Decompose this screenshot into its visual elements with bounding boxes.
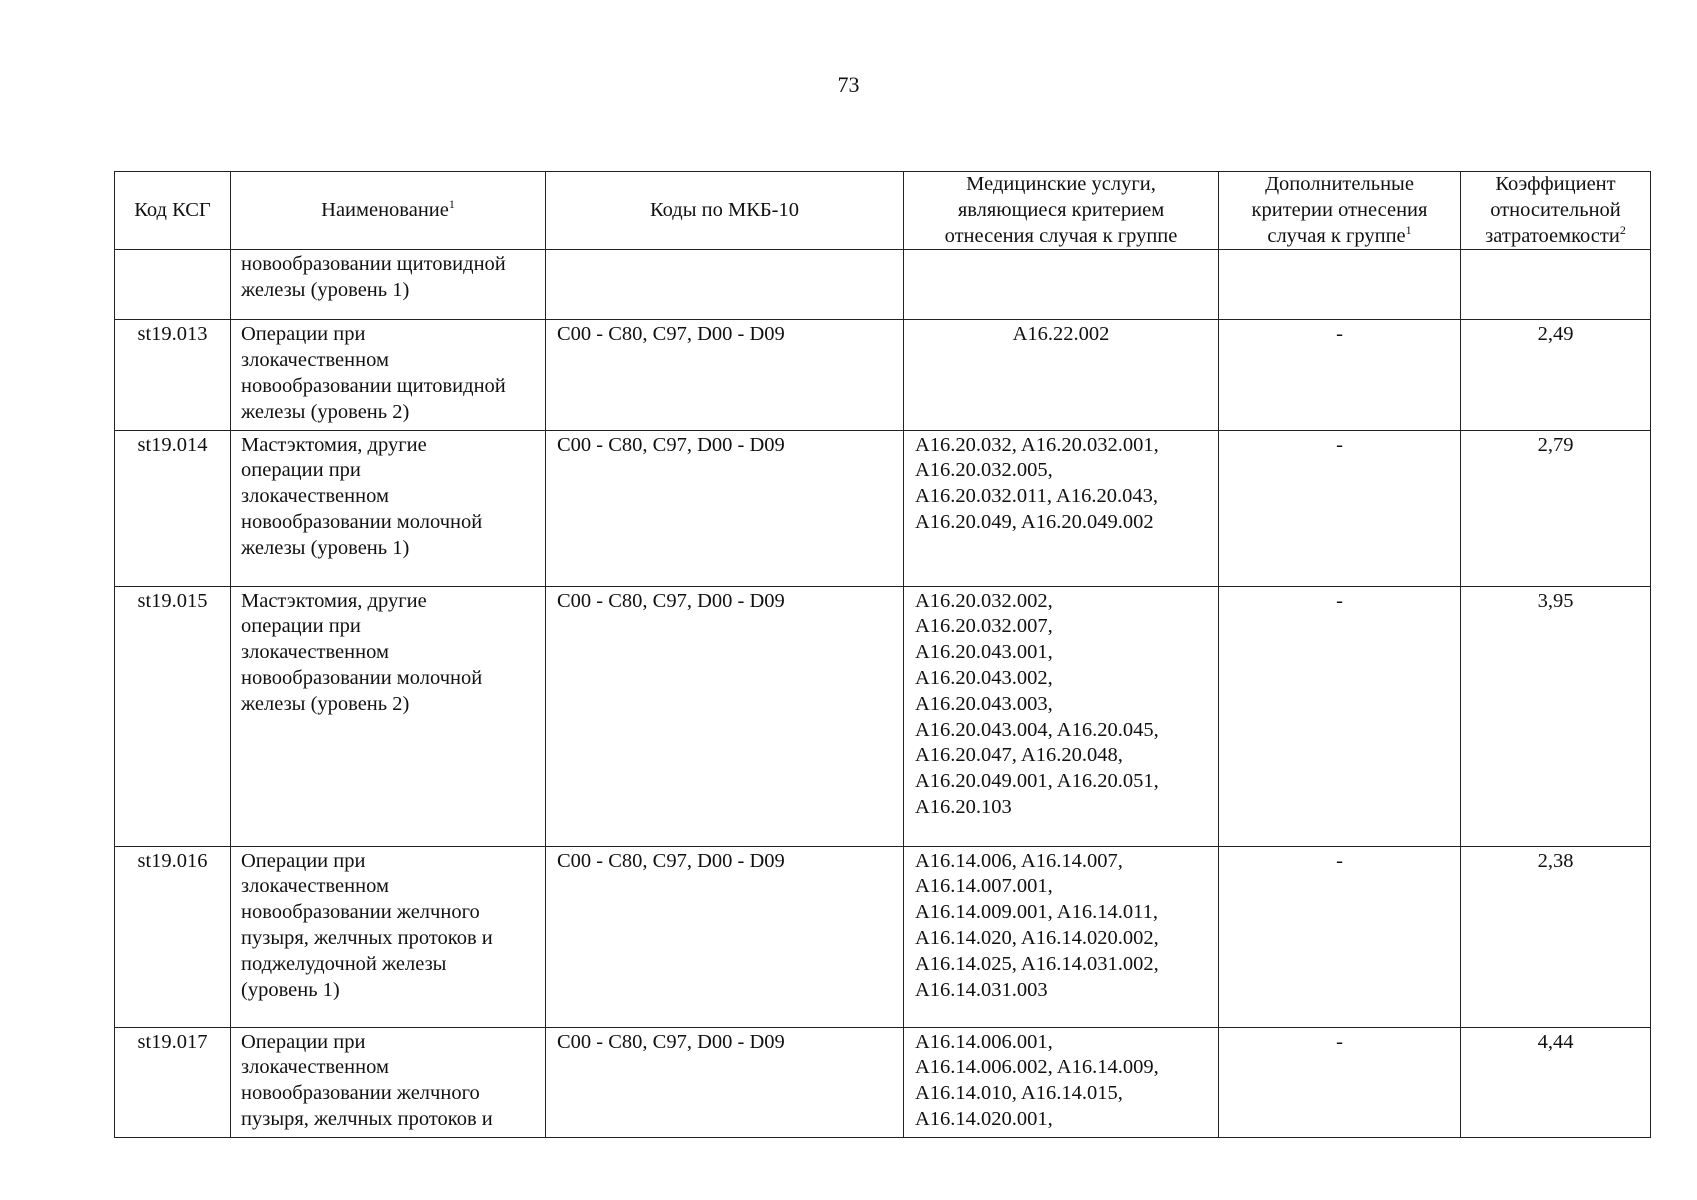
coefficient-cell: 4,44 [1461,1027,1651,1137]
ksg-code-cell: st19.014 [115,430,231,586]
mkb-codes-cell: C00 - C80, C97, D00 - D09 [546,846,904,1027]
header-coefficient: Коэффициент относительной затратоемкости$^2$ [1461,172,1651,250]
table-row [115,1027,1651,1137]
mkb-codes-cell: C00 - C80, C97, D00 - D09 [546,586,904,846]
coefficient-cell [1461,250,1651,320]
extra-criteria-cell: - [1219,1027,1461,1137]
ksg-code-cell: st19.013 [115,320,231,430]
ksg-code-cell: st19.015 [115,586,231,846]
coefficient-cell: 2,49 [1461,320,1651,430]
coefficient-cell: 2,38 [1461,846,1651,1027]
extra-criteria-cell: - [1219,320,1461,430]
header-extra-criteria: Дополнительные критерии отнесения случая к группе$^1$ [1219,172,1461,250]
medical-services-cell: A16.22.002 [904,320,1219,430]
ksg-code-cell [115,250,231,320]
ksg-code-cell: st19.016 [115,846,231,1027]
table-body [115,250,1651,1137]
name-cell: Мастэктомия, другие операции при злокачественном новообразовании молочной железы (уровень 2) [231,586,546,846]
name-cell: новообразовании щитовидной железы (уровень 1) [231,250,546,320]
table-row [115,430,1651,586]
table-row [115,320,1651,430]
mkb-codes-cell: C00 - C80, C97, D00 - D09 [546,430,904,586]
medical-services-cell: A16.14.006.001, A16.14.006.002, A16.14.009, A16.14.010, A16.14.015, A16.14.020.001, [904,1027,1219,1137]
header-mkb: Коды по МКБ-10 [546,172,904,250]
header-row [115,172,1651,250]
medical-services-cell: A16.20.032, A16.20.032.001, A16.20.032.005, A16.20.032.011, A16.20.043, A16.20.049, A16.20.049.002 [904,430,1219,586]
mkb-codes-cell: C00 - C80, C97, D00 - D09 [546,1027,904,1137]
ksg-code-cell: st19.017 [115,1027,231,1137]
extra-criteria-cell: - [1219,586,1461,846]
table-row [115,250,1651,320]
page-number: 73 [837,72,860,97]
medical-services-cell: A16.20.032.002, A16.20.032.007, A16.20.043.001, A16.20.043.002, A16.20.043.003, A16.20.043.004, A16.20.045, A16.20.047, A16.20.048, A16.20.049.001, A16.20.051, A16.20.103 [904,586,1219,846]
extra-criteria-cell [1219,250,1461,320]
table-header [115,172,1651,250]
name-cell: Мастэктомия, другие операции при злокачественном новообразовании молочной железы (уровень 1) [231,430,546,586]
coefficient-cell: 2,79 [1461,430,1651,586]
name-cell: Операции при злокачественном новообразовании желчного пузыря, желчных протоков и [231,1027,546,1137]
extra-criteria-cell: - [1219,430,1461,586]
extra-criteria-cell: - [1219,846,1461,1027]
coefficient-cell: 3,95 [1461,586,1651,846]
table-row [115,846,1651,1027]
name-cell: Операции при злокачественном новообразовании желчного пузыря, желчных протоков и поджелудочной железы (уровень 1) [231,846,546,1027]
table-row [115,586,1651,846]
mkb-codes-cell: C00 - C80, C97, D00 - D09 [546,320,904,430]
medical-services-cell: A16.14.006, A16.14.007, A16.14.007.001, A16.14.009.001, A16.14.011, A16.14.020, A16.14.020.002, A16.14.025, A16.14.031.002, A16.14.031.003 [904,846,1219,1027]
header-code: Код КСГ [115,172,231,250]
header-services: Медицинские услуги, являющиеся критерием отнесения случая к группе [904,172,1219,250]
medical-services-cell [904,250,1219,320]
name-cell: Операции при злокачественном новообразовании щитовидной железы (уровень 2) [231,320,546,430]
ksg-table [114,171,1651,1138]
header-name: Наименование$^1$ [231,172,546,250]
mkb-codes-cell [546,250,904,320]
